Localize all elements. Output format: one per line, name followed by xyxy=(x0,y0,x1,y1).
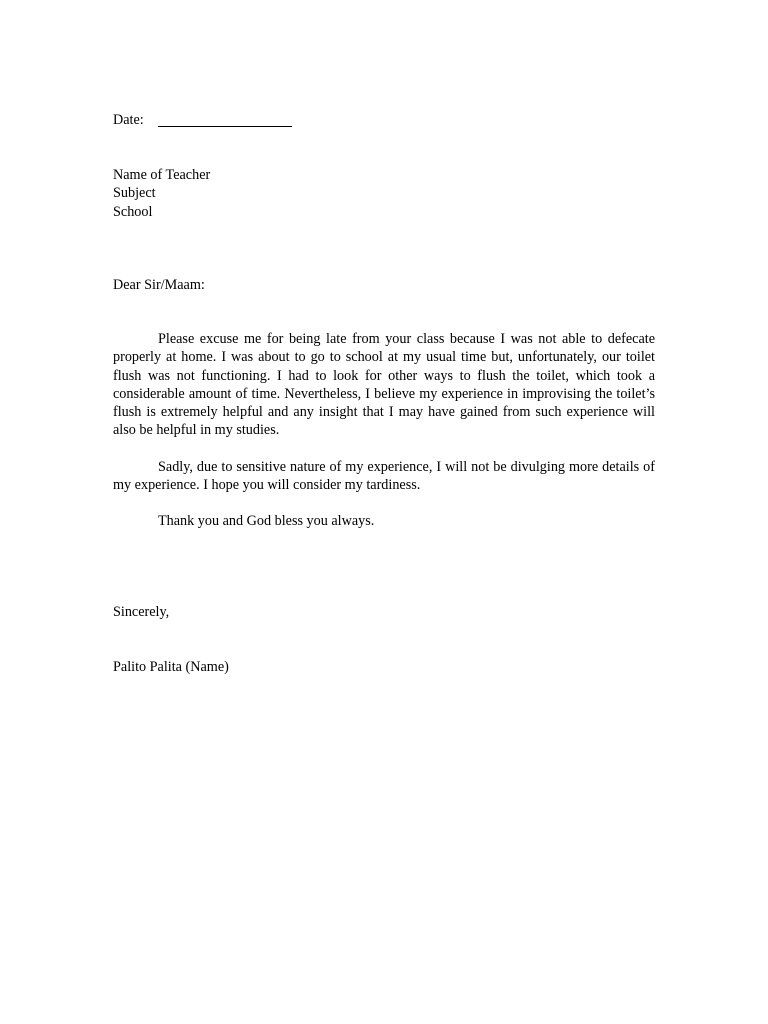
recipient-block xyxy=(113,166,655,221)
body-paragraph-3: Thank you and God bless you always. xyxy=(158,513,375,529)
body-paragraph-2: Sadly, due to sensitive nature of my experience, I will not be divulging more details of my experience. I hope you will consider my tardiness. xyxy=(113,459,655,494)
closing: Sincerely, xyxy=(113,604,170,620)
recipient-subject: Subject xyxy=(113,185,156,202)
date-line xyxy=(113,111,655,129)
date-label: Date: xyxy=(113,112,144,128)
recipient-school: School xyxy=(113,203,153,220)
recipient-teacher: Name of Teacher xyxy=(113,167,211,183)
date-blank-underline xyxy=(158,111,292,127)
body-paragraph-1: Please excuse me for being late from your class because I was not able to defecate properly at home. I was about to go to school at my usual time but, unfortunately, our toilet flush was not functioning. I had to look for other ways to flush the toilet, which took a considerable amount of time. Nevertheless, I believe my experience in improvising the toilet’s flush is extremely helpful and any insight that I may have gained from such experience will also be helpful in my studies. xyxy=(113,331,655,439)
signature-name: Palito Palita (Name) xyxy=(113,659,229,675)
salutation: Dear Sir/Maam: xyxy=(113,277,205,293)
